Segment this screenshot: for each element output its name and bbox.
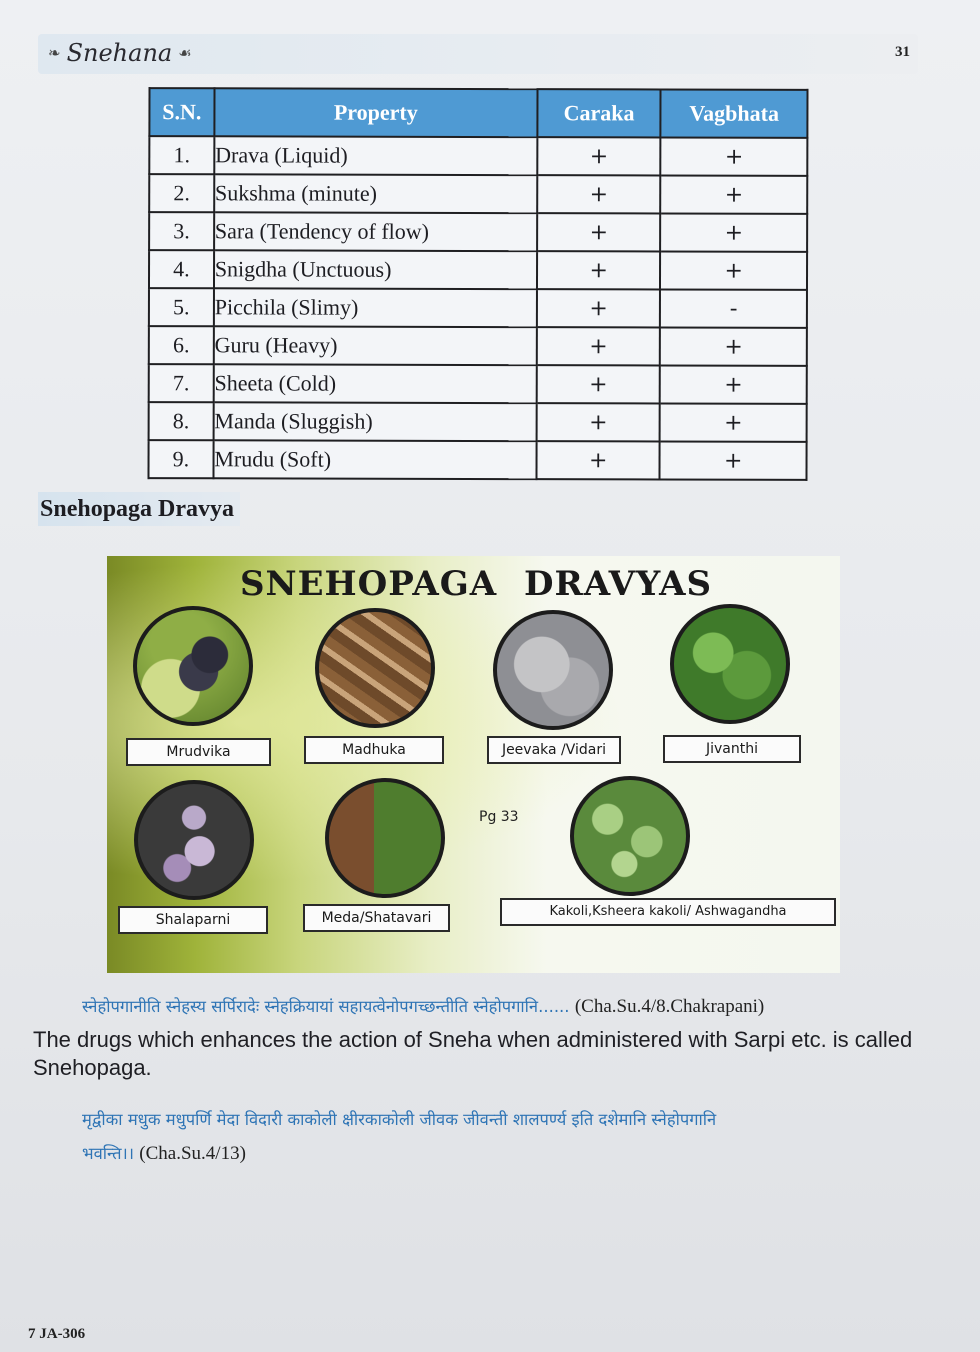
table-row	[148, 440, 806, 480]
table-row	[149, 364, 807, 404]
row-vagbhata: +	[661, 137, 808, 175]
sanskrit-verse-1-text: स्नेहोपगानीति स्नेहस्य सर्पिरादेः स्नेहक्रियायां सहायत्वेनोपगच्छन्तीति स्नेहोपगानि......	[82, 997, 570, 1016]
jeevaka-vidari-image	[493, 610, 613, 730]
label-jeevaka-vidari: Jeevaka /Vidari	[487, 736, 621, 764]
ornament-left-icon: ❧	[48, 44, 61, 62]
sanskrit-verse-2-reference: (Cha.Su.4/13)	[139, 1143, 246, 1164]
row-caraka: +	[537, 365, 661, 403]
column-header-caraka: Caraka	[537, 89, 661, 137]
label-jivanthi: Jivanthi	[663, 735, 801, 763]
row-property: Mrudu (Soft)	[213, 440, 536, 479]
row-sn: 6.	[149, 326, 214, 364]
row-caraka: +	[537, 137, 661, 175]
column-header-vagbhata: Vagbhata	[661, 89, 808, 137]
column-header-sn: S.N.	[149, 88, 214, 136]
snehopaga-poster	[107, 556, 840, 973]
label-meda-shatavari: Meda/Shatavari	[303, 904, 450, 932]
row-caraka: +	[536, 441, 660, 479]
row-property: Sheeta (Cold)	[213, 364, 536, 403]
table-row	[149, 212, 807, 252]
row-caraka: +	[537, 213, 661, 251]
row-vagbhata: -	[660, 289, 807, 327]
row-vagbhata: +	[660, 327, 807, 365]
row-sn: 1.	[149, 136, 214, 174]
madhuka-image	[315, 608, 435, 728]
mrudvika-image	[133, 606, 253, 726]
row-property: Sukshma (minute)	[214, 174, 537, 213]
definition-paragraph: The drugs which enhances the action of Sneha when administered with Sarpi etc. is called Snehopaga.	[33, 1027, 913, 1080]
table-header-row	[149, 88, 807, 138]
table-row	[149, 326, 807, 366]
sanskrit-verse-2-line1: मृद्वीका मधुक मधुपर्णि मेदा विदारी काकोली क्षीरकाकोली जीवक जीवन्ती शालपर्ण्य इति दशेमानि स्नेहोपगानि	[82, 1110, 717, 1129]
row-caraka: +	[537, 251, 661, 289]
row-caraka: +	[537, 175, 661, 213]
page-number: 31	[895, 44, 910, 60]
row-vagbhata: +	[660, 403, 807, 441]
row-sn: 7.	[149, 364, 214, 402]
sanskrit-verse-2-line2-wrap	[82, 1134, 942, 1174]
row-property: Picchila (Slimy)	[214, 288, 537, 327]
row-sn: 8.	[149, 402, 214, 440]
table-row	[149, 288, 807, 328]
table-row	[149, 250, 807, 290]
row-sn: 3.	[149, 212, 214, 250]
table-row	[149, 174, 807, 214]
kakoli-image	[570, 776, 690, 896]
ornament-right-icon: ☙	[178, 44, 192, 62]
sanskrit-verse-2	[82, 1100, 942, 1174]
running-title: Snehana	[66, 39, 173, 67]
row-vagbhata: +	[661, 213, 808, 251]
row-caraka: +	[537, 327, 661, 365]
row-property: Manda (Sluggish)	[213, 402, 536, 441]
sanskrit-verse-1	[82, 994, 764, 1018]
footer-code: 7 JA-306	[28, 1326, 86, 1342]
row-vagbhata: +	[661, 175, 808, 213]
row-sn: 4.	[149, 250, 214, 288]
meda-shatavari-image	[325, 778, 445, 898]
sanskrit-verse-2-line2: भवन्ति।।	[82, 1144, 135, 1163]
row-property: Drava (Liquid)	[214, 136, 537, 175]
shalaparni-image	[134, 780, 254, 900]
table-row	[149, 136, 807, 176]
row-vagbhata: +	[660, 251, 807, 289]
label-madhuka: Madhuka	[304, 736, 444, 764]
row-property: Snigdha (Unctuous)	[214, 250, 537, 289]
sanskrit-verse-1-reference: (Cha.Su.4/8.Chakrapani)	[574, 996, 765, 1017]
label-kakoli-ashwagandha: Kakoli,Ksheera kakoli/ Ashwagandha	[500, 898, 836, 926]
label-mrudvika: Mrudvika	[126, 738, 271, 766]
section-heading: Snehopaga Dravya	[38, 492, 240, 526]
properties-table	[147, 87, 808, 481]
row-property: Guru (Heavy)	[214, 326, 537, 365]
jivanthi-image	[670, 604, 790, 724]
row-caraka: +	[536, 403, 660, 441]
table-row	[149, 402, 807, 442]
label-shalaparni: Shalaparni	[118, 906, 268, 934]
row-vagbhata: +	[660, 365, 807, 403]
table-body	[148, 136, 807, 480]
row-sn: 9.	[148, 440, 213, 478]
column-header-property: Property	[214, 88, 537, 137]
row-vagbhata: +	[660, 441, 807, 479]
running-head	[48, 36, 192, 70]
page-reference-note: Pg 33	[479, 809, 519, 825]
row-sn: 2.	[149, 174, 214, 212]
row-property: Sara (Tendency of flow)	[214, 212, 537, 251]
row-sn: 5.	[149, 288, 214, 326]
poster-title: SNEHOPAGA DRAVYAS	[240, 564, 713, 604]
row-caraka: +	[537, 289, 661, 327]
